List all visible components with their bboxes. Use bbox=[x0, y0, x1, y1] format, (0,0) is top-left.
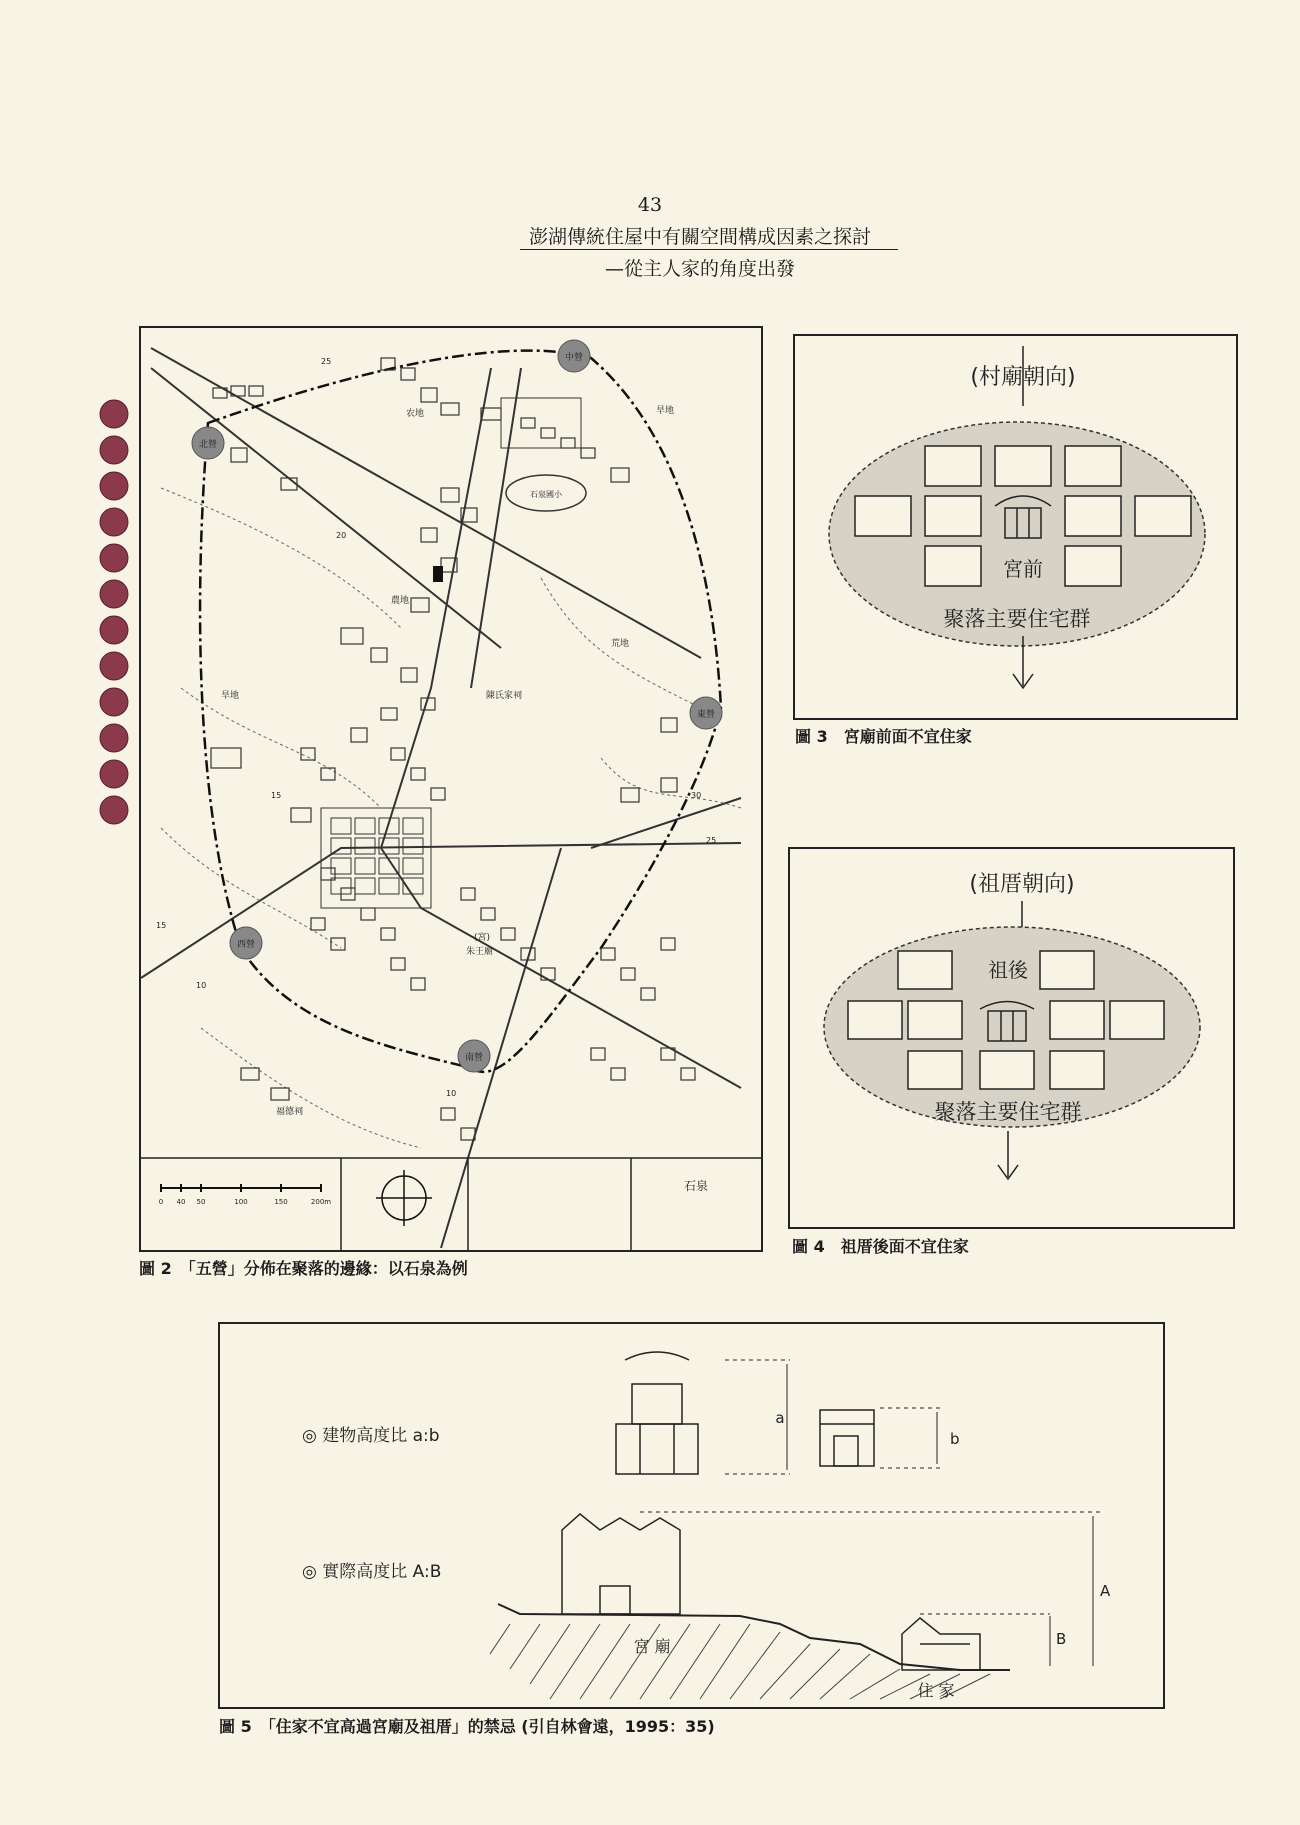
map-label-field: 农地 bbox=[406, 409, 425, 419]
camp-label: 東營 bbox=[696, 710, 716, 720]
house-label: 住 家 bbox=[917, 1681, 955, 1700]
title-rule bbox=[520, 249, 898, 250]
temple-label: 宮 廟 bbox=[633, 1637, 671, 1656]
contour-label: 10 bbox=[446, 1089, 457, 1098]
scale-tick: 0 bbox=[158, 1198, 164, 1206]
camp-label: 西營 bbox=[236, 940, 256, 950]
fig3-group-label: 聚落主要住宅群 bbox=[943, 607, 1091, 631]
page-number: 43 bbox=[637, 194, 663, 216]
running-subtitle: —從主人家的角度出發 bbox=[604, 258, 795, 280]
figure-4 bbox=[788, 847, 1235, 1229]
figure-5 bbox=[218, 1322, 1165, 1709]
scale-tick: 150 bbox=[274, 1198, 288, 1206]
house-elevation-icon bbox=[820, 1410, 874, 1466]
contour-label: 15 bbox=[156, 921, 167, 930]
camp-label: 中營 bbox=[564, 353, 584, 363]
fig4-center-label: 祖後 bbox=[988, 958, 1028, 982]
fig3-center-label: 宮前 bbox=[1003, 557, 1043, 581]
dim-B: B bbox=[1056, 1630, 1067, 1648]
map-label-temple-mark: (宮) bbox=[474, 933, 491, 943]
north-arrow-icon bbox=[376, 1170, 432, 1226]
fig5-ratio-label-1: ◎ 建物高度比 a:b bbox=[302, 1426, 440, 1446]
figure-2-caption: 圖 2 「五營」分佈在聚落的邊緣：以石泉為例 bbox=[139, 1259, 468, 1278]
fig4-orientation-label: (祖厝朝向) bbox=[969, 872, 1075, 897]
scale-tick: 40 bbox=[176, 1198, 186, 1206]
map-label-school: 石泉國小 bbox=[530, 490, 562, 499]
contour-label: 25 bbox=[706, 836, 717, 845]
contour-label: 10 bbox=[196, 981, 207, 990]
map-label-shrine: 福德祠 bbox=[276, 1107, 304, 1117]
map-label-ancestral-hall: 陳氏家祠 bbox=[486, 691, 523, 701]
contour-label: 30 bbox=[691, 791, 702, 800]
figure-3-caption: 圖 3 宮廟前面不宜住家 bbox=[795, 727, 972, 746]
contour-label: 15 bbox=[271, 791, 282, 800]
camp-label: 北營 bbox=[198, 440, 218, 450]
place-name: 石泉 bbox=[683, 1179, 709, 1193]
map-label-field: 農地 bbox=[391, 596, 410, 606]
scale-tick: 50 bbox=[196, 1198, 206, 1206]
dim-a: a bbox=[775, 1409, 785, 1427]
map-label-temple: 朱王廟 bbox=[466, 947, 494, 957]
running-title: 澎湖傳統住屋中有關空間構成因素之探討 bbox=[528, 226, 871, 248]
house-section-icon bbox=[902, 1618, 980, 1670]
fig5-ratio-label-2: ◎ 實際高度比 A:B bbox=[302, 1562, 442, 1582]
dim-b: b bbox=[950, 1430, 960, 1448]
figure-3 bbox=[793, 334, 1238, 720]
fig3-orientation-label: (村廟朝向) bbox=[970, 365, 1076, 390]
fig4-group-label: 聚落主要住宅群 bbox=[934, 1100, 1082, 1124]
map-label-field: 旱地 bbox=[656, 406, 675, 416]
temple-elevation-icon bbox=[616, 1352, 698, 1474]
scale-tick: 100 bbox=[234, 1198, 248, 1206]
dim-A: A bbox=[1100, 1582, 1111, 1600]
camp-label: 南營 bbox=[464, 1053, 484, 1063]
figure-2-map bbox=[139, 326, 763, 1252]
scale-tick: 200m bbox=[310, 1198, 332, 1206]
map-label-field: 荒地 bbox=[611, 639, 630, 649]
contour-label: 20 bbox=[336, 531, 347, 540]
temple-section-icon bbox=[562, 1514, 680, 1614]
contour-label: 25 bbox=[321, 357, 332, 366]
figure-4-caption: 圖 4 祖厝後面不宜住家 bbox=[792, 1237, 969, 1256]
figure-5-caption: 圖 5 「住家不宜高過宮廟及祖厝」的禁忌 (引自林會遠，1995：35) bbox=[219, 1717, 715, 1736]
map-label-field: 旱地 bbox=[221, 691, 240, 701]
seal-strip bbox=[96, 398, 132, 828]
